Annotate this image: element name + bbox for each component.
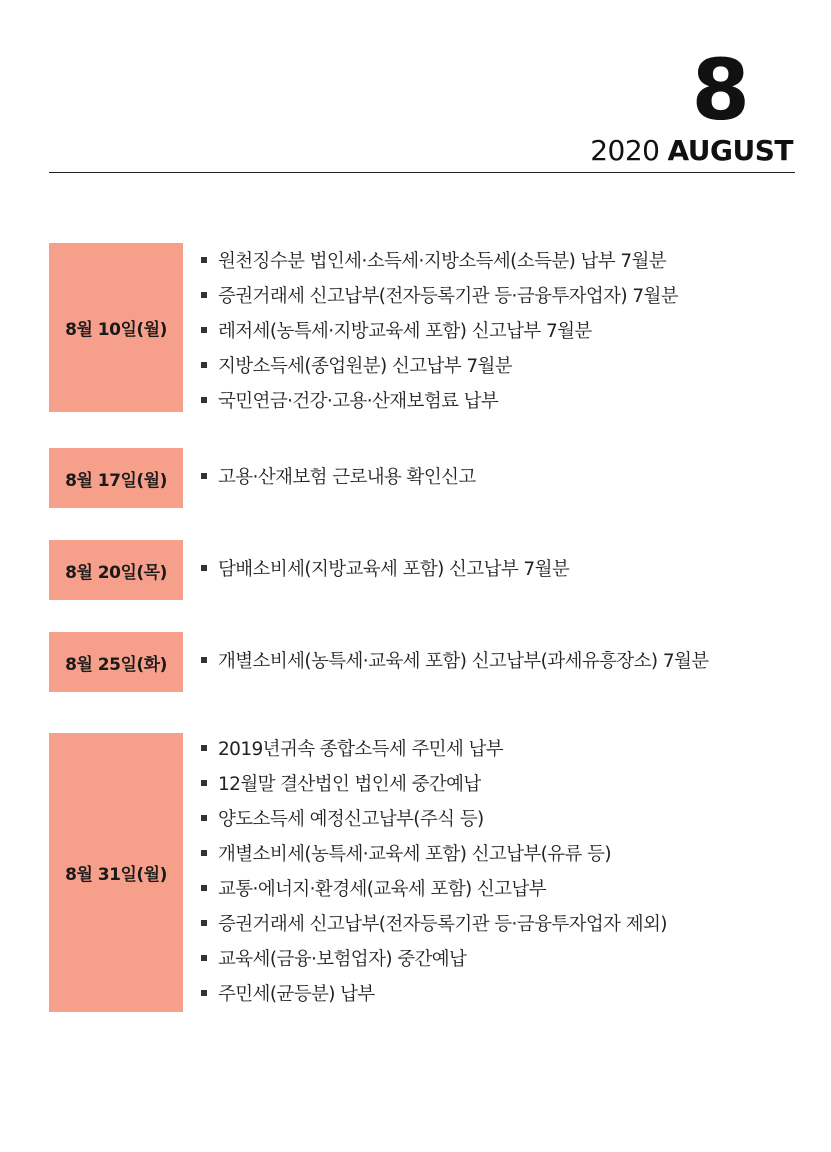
item-list	[201, 244, 678, 419]
item-list	[201, 732, 667, 1012]
list-item	[201, 552, 569, 587]
bullet-icon	[201, 292, 207, 298]
item-text: 양도소득세 예정신고납부(주식 등)	[218, 809, 484, 830]
list-item	[201, 314, 678, 349]
year-month-title	[590, 134, 793, 168]
list-item	[201, 977, 667, 1012]
bullet-icon	[201, 920, 207, 926]
list-item	[201, 872, 667, 907]
month-name: AUGUST	[667, 134, 793, 167]
bullet-icon	[201, 397, 207, 403]
schedule-group-aug-25	[49, 632, 809, 692]
month-number: 8	[691, 41, 748, 139]
schedule-group-aug-20	[49, 540, 809, 600]
item-text: 증권거래세 신고납부(전자등록기관 등·금융투자업자 제외)	[218, 914, 667, 935]
date-box	[49, 733, 183, 1012]
bullet-icon	[201, 257, 207, 263]
bullet-icon	[201, 565, 207, 571]
list-item	[201, 732, 667, 767]
bullet-icon	[201, 657, 207, 663]
item-text: 2019년귀속 종합소득세 주민세 납부	[218, 739, 504, 760]
item-text: 지방소득세(종업원분) 신고납부 7월분	[218, 356, 513, 377]
bullet-icon	[201, 990, 207, 996]
list-item	[201, 279, 678, 314]
date-box	[49, 448, 183, 508]
date-label: 8월 17일(월)	[65, 470, 167, 491]
date-box	[49, 243, 183, 412]
list-item	[201, 349, 678, 384]
bullet-icon	[201, 327, 207, 333]
list-item	[201, 802, 667, 837]
item-text: 원천징수분 법인세·소득세·지방소득세(소득분) 납부 7월분	[218, 251, 667, 272]
item-text: 고용·산재보험 근로내용 확인신고	[218, 467, 476, 488]
item-text: 증권거래세 신고납부(전자등록기관 등·금융투자업자) 7월분	[218, 286, 679, 307]
list-item	[201, 907, 667, 942]
list-item	[201, 384, 678, 419]
schedule-group-aug-17	[49, 448, 809, 508]
bullet-icon	[201, 362, 207, 368]
date-box	[49, 632, 183, 692]
item-text: 교통·에너지·환경세(교육세 포함) 신고납부	[218, 879, 546, 900]
item-text: 담배소비세(지방교육세 포함) 신고납부 7월분	[218, 559, 570, 580]
list-item	[201, 460, 476, 495]
list-item	[201, 837, 667, 872]
list-item	[201, 942, 667, 977]
bullet-icon	[201, 745, 207, 751]
item-text: 레저세(농특세·지방교육세 포함) 신고납부 7월분	[218, 321, 592, 342]
bullet-icon	[201, 473, 207, 479]
date-label: 8월 25일(화)	[65, 654, 167, 675]
bullet-icon	[201, 955, 207, 961]
list-item	[201, 767, 667, 802]
item-text: 주민세(균등분) 납부	[218, 984, 375, 1005]
item-text: 12월말 결산법인 법인세 중간예납	[218, 774, 481, 795]
bullet-icon	[201, 815, 207, 821]
bullet-icon	[201, 780, 207, 786]
item-list	[201, 644, 709, 679]
year: 2020	[590, 134, 660, 167]
item-text: 개별소비세(농특세·교육세 포함) 신고납부(유류 등)	[218, 844, 612, 865]
list-item	[201, 644, 709, 679]
date-label: 8월 20일(목)	[65, 562, 167, 583]
date-label: 8월 10일(월)	[65, 320, 167, 340]
item-text: 교육세(금융·보험업자) 중간예납	[218, 949, 467, 970]
bullet-icon	[201, 885, 207, 891]
item-text: 국민연금·건강·고용·산재보험료 납부	[218, 391, 499, 412]
bullet-icon	[201, 850, 207, 856]
date-box	[49, 540, 183, 600]
schedule-group-aug-10	[49, 243, 809, 412]
item-list	[201, 460, 476, 495]
header-divider	[49, 172, 795, 173]
date-label: 8월 31일(월)	[65, 865, 167, 885]
schedule-group-aug-31	[49, 733, 809, 1012]
item-text: 개별소비세(농특세·교육세 포함) 신고납부(과세유흥장소) 7월분	[218, 651, 709, 672]
item-list	[201, 552, 569, 587]
list-item	[201, 244, 678, 279]
